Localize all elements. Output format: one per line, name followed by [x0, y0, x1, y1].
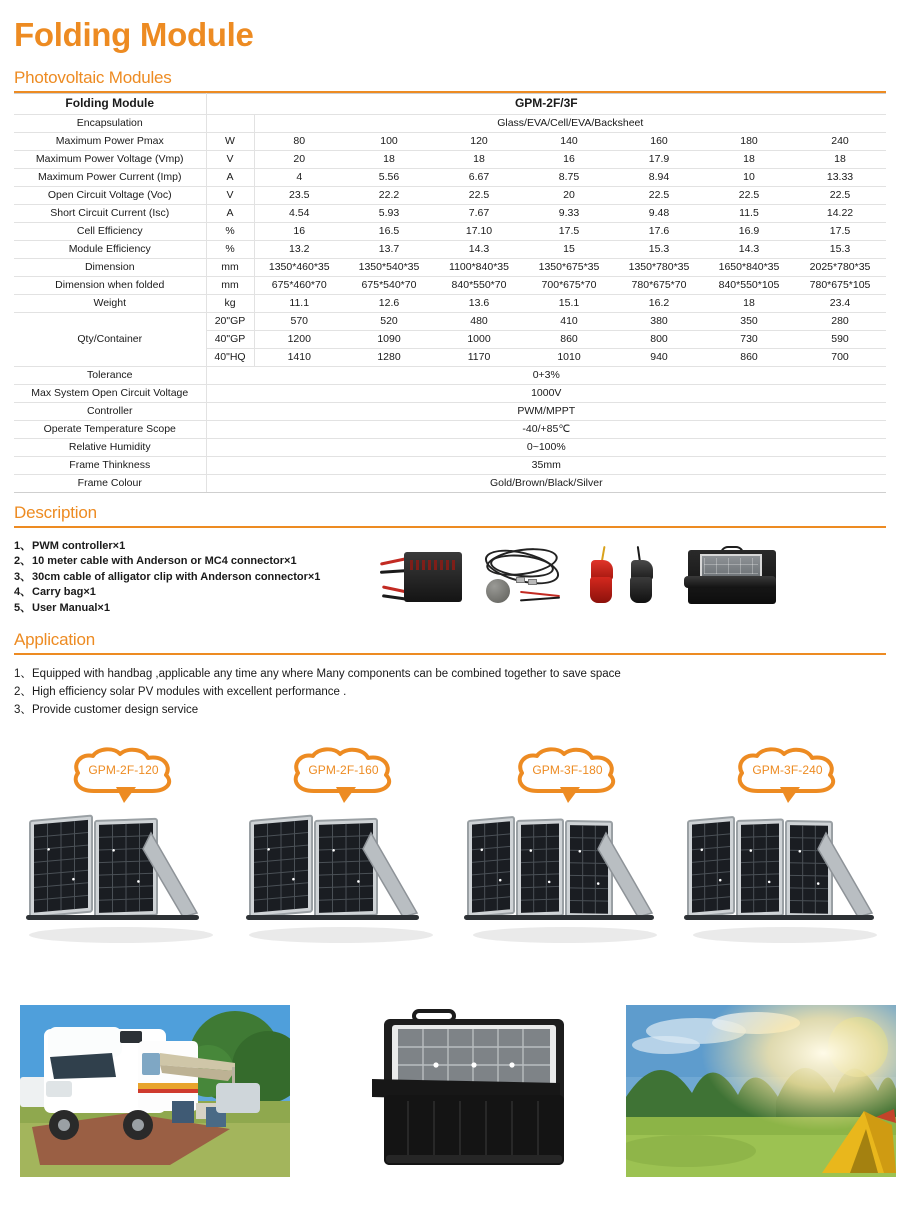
table-row [14, 474, 886, 492]
product-model-label: GPM-2F-120 [88, 763, 159, 778]
table-cell: 17.5 [794, 222, 886, 240]
product-card [680, 747, 895, 947]
table-cell: 18 [434, 150, 524, 168]
row-label: Tolerance [14, 366, 206, 384]
table-cell: Gold/Brown/Black/Silver [206, 474, 886, 492]
application-section-heading: Application [14, 630, 886, 655]
table-row [14, 366, 886, 384]
table-cell: 14.22 [794, 204, 886, 222]
table-cell: 1000 [434, 330, 524, 348]
table-cell: 17.6 [614, 222, 704, 240]
table-cell: 1350*540*35 [344, 258, 434, 276]
product-card [460, 747, 675, 947]
table-cell: 16.2 [614, 294, 704, 312]
table-row [14, 132, 886, 150]
table-cell: 18 [794, 150, 886, 168]
row-unit: kg [206, 294, 254, 312]
table-cell: 1100*840*35 [434, 258, 524, 276]
table-cell: 13.7 [344, 240, 434, 258]
table-row [14, 420, 886, 438]
table-row [14, 402, 886, 420]
row-unit: A [206, 204, 254, 222]
folding-panel-image [16, 797, 231, 947]
table-cell: 12.6 [344, 294, 434, 312]
pwm-controller-photo [380, 548, 466, 606]
table-cell: 1010 [524, 348, 614, 366]
table-cell: 675*540*70 [344, 276, 434, 294]
table-cell: 1410 [254, 348, 344, 366]
table-cell: 11.1 [254, 294, 344, 312]
description-block [14, 537, 886, 617]
folding-panel-image [236, 797, 451, 947]
table-cell: 13.33 [794, 168, 886, 186]
table-cell: 800 [614, 330, 704, 348]
table-cell: 22.5 [614, 186, 704, 204]
specification-table [14, 93, 886, 493]
folding-panel-image [680, 797, 895, 947]
row-unit: mm [206, 276, 254, 294]
table-cell: 16.5 [344, 222, 434, 240]
table-cell: 22.5 [704, 186, 794, 204]
table-row [14, 114, 886, 132]
accessory-photo-row [374, 537, 886, 617]
carry-bag-with-panel-photo [362, 1005, 587, 1177]
row-label: Weight [14, 294, 206, 312]
table-cell: 11.5 [704, 204, 794, 222]
specs-section-heading: Photovoltaic Modules [14, 68, 886, 93]
table-cell: 17.10 [434, 222, 524, 240]
table-cell: 1350*780*35 [614, 258, 704, 276]
table-cell: 9.48 [614, 204, 704, 222]
table-row [14, 168, 886, 186]
cable-with-connector-photo [476, 547, 572, 607]
row-unit: mm [206, 258, 254, 276]
product-model-label: GPM-3F-240 [752, 763, 823, 778]
table-cell: 16 [524, 150, 614, 168]
table-cell: 0~100% [206, 438, 886, 456]
table-cell: 10 [704, 168, 794, 186]
table-row [14, 240, 886, 258]
cloud-callout [64, 747, 184, 803]
table-cell: 16 [254, 222, 344, 240]
table-cell: 15.3 [614, 240, 704, 258]
application-item [14, 683, 886, 701]
application-item [14, 665, 886, 683]
table-cell: 570 [254, 312, 344, 330]
row-unit: W [206, 132, 254, 150]
lifestyle-photo-row [14, 1005, 886, 1185]
table-row [14, 294, 886, 312]
table-cell: 8.75 [524, 168, 614, 186]
table-cell: 18 [344, 150, 434, 168]
list-text: Carry bag×1 [32, 586, 96, 599]
product-card [16, 747, 231, 947]
row-label: Open Circuit Voltage (Voc) [14, 186, 206, 204]
table-cell: 4.54 [254, 204, 344, 222]
table-cell: 17.9 [614, 150, 704, 168]
list-text: Provide customer design service [32, 704, 199, 717]
row-label: Relative Humidity [14, 438, 206, 456]
table-cell: 940 [614, 348, 704, 366]
table-cell: 730 [704, 330, 794, 348]
application-item [14, 701, 886, 719]
table-cell: 240 [794, 132, 886, 150]
table-cell: 18 [704, 294, 794, 312]
table-cell: 16.9 [704, 222, 794, 240]
cloud-callout [508, 747, 628, 803]
product-showcase [14, 747, 886, 957]
table-row [14, 204, 886, 222]
table-cell: 1200 [254, 330, 344, 348]
table-cell: GPM-2F/3F [206, 93, 886, 114]
list-number: 5、 [14, 601, 32, 614]
table-cell: 20 [254, 150, 344, 168]
row-label: Maximum Power Voltage (Vmp) [14, 150, 206, 168]
row-label: Short Circuit Current (Isc) [14, 204, 206, 222]
row-label: Maximum Power Current (Imp) [14, 168, 206, 186]
row-label: Frame Colour [14, 474, 206, 492]
row-label: Module Efficiency [14, 240, 206, 258]
list-number: 3、 [14, 704, 32, 717]
table-cell: 520 [344, 312, 434, 330]
table-cell: 140 [524, 132, 614, 150]
row-unit: % [206, 240, 254, 258]
table-cell: 4 [254, 168, 344, 186]
list-number: 1、 [14, 539, 32, 552]
table-cell: 1650*840*35 [704, 258, 794, 276]
table-cell: Glass/EVA/Cell/EVA/Backsheet [254, 114, 886, 132]
table-cell: 840*550*70 [434, 276, 524, 294]
row-unit: V [206, 186, 254, 204]
description-item [14, 539, 374, 555]
table-cell: 590 [794, 330, 886, 348]
table-cell: 100 [344, 132, 434, 150]
table-row [14, 93, 886, 114]
list-number: 2、 [14, 555, 32, 568]
table-cell: 480 [434, 312, 524, 330]
row-label: Max System Open Circuit Voltage [14, 384, 206, 402]
page-title: Folding Module [14, 16, 254, 53]
description-section-heading: Description [14, 503, 886, 528]
table-row [14, 438, 886, 456]
folding-panel-image [460, 797, 675, 947]
row-unit: V [206, 150, 254, 168]
table-cell: 80 [254, 132, 344, 150]
cloud-callout [284, 747, 404, 803]
table-cell: 780*675*70 [614, 276, 704, 294]
table-cell: 0+3% [206, 366, 886, 384]
table-cell: 14.3 [704, 240, 794, 258]
table-cell: 700 [794, 348, 886, 366]
list-number: 4、 [14, 586, 32, 599]
table-cell: 23.4 [794, 294, 886, 312]
row-unit: A [206, 168, 254, 186]
row-label: Encapsulation [14, 114, 206, 132]
description-list [14, 537, 374, 617]
list-text: 30cm cable of alligator clip with Anderson connector×1 [32, 570, 321, 583]
table-cell: 5.93 [344, 204, 434, 222]
rv-campsite-photo [20, 1005, 290, 1177]
table-cell: 22.5 [434, 186, 524, 204]
table-cell: 15 [524, 240, 614, 258]
table-cell: 13.2 [254, 240, 344, 258]
list-text: Equipped with handbag ,applicable any time any where Many components can be combined together to save space [32, 668, 621, 681]
list-number: 3、 [14, 570, 32, 583]
table-row [14, 150, 886, 168]
table-cell: 410 [524, 312, 614, 330]
row-label: Dimension when folded [14, 276, 206, 294]
description-item [14, 585, 374, 601]
table-cell: 1090 [344, 330, 434, 348]
table-cell: 280 [794, 312, 886, 330]
list-text: PWM controller×1 [32, 539, 126, 552]
table-cell: 7.67 [434, 204, 524, 222]
table-cell: 15.3 [794, 240, 886, 258]
table-cell: 1280 [344, 348, 434, 366]
list-text: 10 meter cable with Anderson or MC4 connector×1 [32, 555, 297, 568]
row-label: Operate Temperature Scope [14, 420, 206, 438]
list-text: High efficiency solar PV modules with excellent performance . [32, 686, 347, 699]
description-item [14, 601, 374, 617]
carry-bag-photo [684, 546, 780, 608]
cloud-callout [728, 747, 848, 803]
list-number: 2、 [14, 686, 32, 699]
table-cell: 1170 [434, 348, 524, 366]
table-cell: 1350*675*35 [524, 258, 614, 276]
list-text: User Manual×1 [32, 601, 110, 614]
table-cell: 5.56 [344, 168, 434, 186]
row-unit: % [206, 222, 254, 240]
table-row [14, 186, 886, 204]
table-cell: 700*675*70 [524, 276, 614, 294]
table-row [14, 384, 886, 402]
table-cell: 6.67 [434, 168, 524, 186]
description-item [14, 570, 374, 586]
row-unit: 20"GP [206, 312, 254, 330]
table-row [14, 222, 886, 240]
table-cell: 13.6 [434, 294, 524, 312]
row-label: Dimension [14, 258, 206, 276]
table-cell: 1000V [206, 384, 886, 402]
table-cell: 22.2 [344, 186, 434, 204]
table-cell: 350 [704, 312, 794, 330]
table-cell: 23.5 [254, 186, 344, 204]
table-cell: 180 [704, 132, 794, 150]
description-item [14, 554, 374, 570]
table-cell: 675*460*70 [254, 276, 344, 294]
table-row [14, 456, 886, 474]
table-cell: 22.5 [794, 186, 886, 204]
table-cell: 860 [704, 348, 794, 366]
table-cell: 9.33 [524, 204, 614, 222]
table-cell: 860 [524, 330, 614, 348]
table-cell: 8.94 [614, 168, 704, 186]
table-cell: 780*675*105 [794, 276, 886, 294]
table-cell: 14.3 [434, 240, 524, 258]
table-row [14, 258, 886, 276]
table-row [14, 276, 886, 294]
table-cell: 840*550*105 [704, 276, 794, 294]
application-list [14, 665, 886, 719]
row-unit [206, 114, 254, 132]
row-label: Maximum Power Pmax [14, 132, 206, 150]
table-cell: Folding Module [14, 93, 206, 114]
table-row [14, 312, 886, 330]
row-label: Controller [14, 402, 206, 420]
table-cell: 20 [524, 186, 614, 204]
row-label: Cell Efficiency [14, 222, 206, 240]
table-cell: 1350*460*35 [254, 258, 344, 276]
alligator-clips-photo [582, 546, 674, 608]
table-cell: 15.1 [524, 294, 614, 312]
table-cell: 160 [614, 132, 704, 150]
table-cell: 2025*780*35 [794, 258, 886, 276]
row-label: Frame Thinkness [14, 456, 206, 474]
list-number: 1、 [14, 668, 32, 681]
product-model-label: GPM-3F-180 [532, 763, 603, 778]
table-cell: -40/+85℃ [206, 420, 886, 438]
product-card [236, 747, 451, 947]
row-label: Qty/Container [14, 312, 206, 366]
table-cell: 17.5 [524, 222, 614, 240]
row-unit: 40"HQ [206, 348, 254, 366]
product-model-label: GPM-2F-160 [308, 763, 379, 778]
table-cell: 120 [434, 132, 524, 150]
table-cell: 35mm [206, 456, 886, 474]
table-cell: 380 [614, 312, 704, 330]
table-cell: PWM/MPPT [206, 402, 886, 420]
tent-camping-photo [626, 1005, 896, 1177]
row-unit: 40"GP [206, 330, 254, 348]
table-cell: 18 [704, 150, 794, 168]
